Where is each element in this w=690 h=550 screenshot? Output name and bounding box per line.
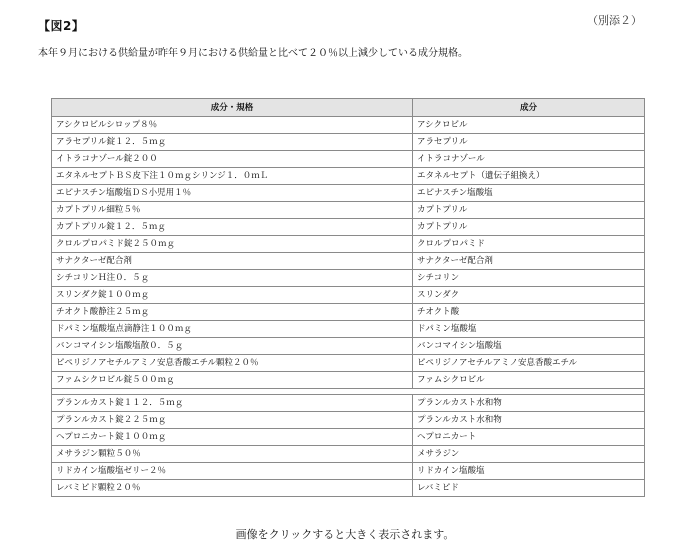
table-header-row	[52, 99, 645, 117]
spec-cell: アラセプリル錠１２．５ｍｇ	[52, 134, 413, 151]
ingredient-cell: バンコマイシン塩酸塩	[413, 338, 645, 355]
spec-cell: レバミピド顆粒２０％	[52, 480, 413, 497]
ingredient-cell: クロルプロパミド	[413, 236, 645, 253]
spec-cell: ファムシクロビル錠５００ｍｇ	[52, 372, 413, 389]
table-row	[52, 395, 645, 412]
table-row	[52, 151, 645, 168]
table-row	[52, 429, 645, 446]
spec-cell: ドパミン塩酸塩点滴静注１００ｍｇ	[52, 321, 413, 338]
table-row	[52, 304, 645, 321]
spec-cell: プランルカスト錠１１２．５ｍｇ	[52, 395, 413, 412]
spec-cell: エタネルセプトＢＳ皮下注１０ｍｇシリンジ１．０ｍＬ	[52, 168, 413, 185]
table-row	[52, 236, 645, 253]
ingredient-cell: サナクターゼ配合剤	[413, 253, 645, 270]
table-row	[52, 185, 645, 202]
header-ingredient: 成分	[413, 99, 645, 117]
table-row	[52, 253, 645, 270]
ingredient-cell: メサラジン	[413, 446, 645, 463]
spec-cell: ピペリジノアセチルアミノ安息香酸エチル顆粒２０％	[52, 355, 413, 372]
ingredient-cell: ファムシクロビル	[413, 372, 645, 389]
table-row	[52, 338, 645, 355]
ingredient-cell: チオクト酸	[413, 304, 645, 321]
spec-cell: プランルカスト錠２２５ｍｇ	[52, 412, 413, 429]
spec-cell: メサラジン顆粒５０％	[52, 446, 413, 463]
ingredient-cell: プランルカスト水和物	[413, 395, 645, 412]
table-row	[52, 270, 645, 287]
spec-cell: サナクターゼ配合剤	[52, 253, 413, 270]
ingredient-cell: カプトプリル	[413, 202, 645, 219]
table-row	[52, 321, 645, 338]
ingredient-cell: ヘプロニカート	[413, 429, 645, 446]
spec-cell: クロルプロパミド錠２５０ｍｇ	[52, 236, 413, 253]
table-row	[52, 168, 645, 185]
spec-cell: ヘプロニカート錠１００ｍｇ	[52, 429, 413, 446]
ingredient-cell: ピペリジノアセチルアミノ安息香酸エチル	[413, 355, 645, 372]
header-spec: 成分・規格	[52, 99, 413, 117]
ingredient-cell: アラセプリル	[413, 134, 645, 151]
annex-label: （別添２）	[587, 14, 642, 27]
spec-cell: リドカイン塩酸塩ゼリー２％	[52, 463, 413, 480]
table-row	[52, 372, 645, 389]
spec-cell: カプトプリル細粒５％	[52, 202, 413, 219]
ingredient-cell: ドパミン塩酸塩	[413, 321, 645, 338]
table-row	[52, 355, 645, 372]
table-row	[52, 202, 645, 219]
ingredient-cell: リドカイン塩酸塩	[413, 463, 645, 480]
spec-cell: エピナスチン塩酸塩ＤＳ小児用１％	[52, 185, 413, 202]
spec-cell: カプトプリル錠１２．５ｍｇ	[52, 219, 413, 236]
spec-cell: チオクト酸静注２５ｍｇ	[52, 304, 413, 321]
ingredient-cell: エタネルセプト（遺伝子組換え）	[413, 168, 645, 185]
spec-cell: バンコマイシン塩酸塩散０．５ｇ	[52, 338, 413, 355]
table-row	[52, 117, 645, 134]
ingredient-cell: イトラコナゾール	[413, 151, 645, 168]
ingredient-table[interactable]	[51, 98, 645, 497]
figure-label: 【図2】	[38, 19, 85, 33]
ingredient-cell: レバミピド	[413, 480, 645, 497]
intro-text: 本年９月における供給量が昨年９月における供給量と比べて２０％以上減少している成分規格。	[38, 48, 468, 59]
spec-cell: アシクロビルシロップ８％	[52, 117, 413, 134]
ingredient-cell: スリンダク	[413, 287, 645, 304]
click-to-enlarge-caption[interactable]: 画像をクリックすると大きく表示されます。	[235, 528, 455, 541]
ingredient-cell: カプトプリル	[413, 219, 645, 236]
ingredient-cell: アシクロビル	[413, 117, 645, 134]
spec-cell: イトラコナゾール錠２００	[52, 151, 413, 168]
spec-cell: スリンダク錠１００ｍｇ	[52, 287, 413, 304]
table-row	[52, 134, 645, 151]
ingredient-cell: エピナスチン塩酸塩	[413, 185, 645, 202]
ingredient-cell: シチコリン	[413, 270, 645, 287]
ingredient-cell: プランルカスト水和物	[413, 412, 645, 429]
table-row	[52, 480, 645, 497]
table-row	[52, 412, 645, 429]
table-row	[52, 287, 645, 304]
table-row	[52, 463, 645, 480]
table-row	[52, 446, 645, 463]
table-row	[52, 219, 645, 236]
spec-cell: シチコリンＨ注０．５ｇ	[52, 270, 413, 287]
